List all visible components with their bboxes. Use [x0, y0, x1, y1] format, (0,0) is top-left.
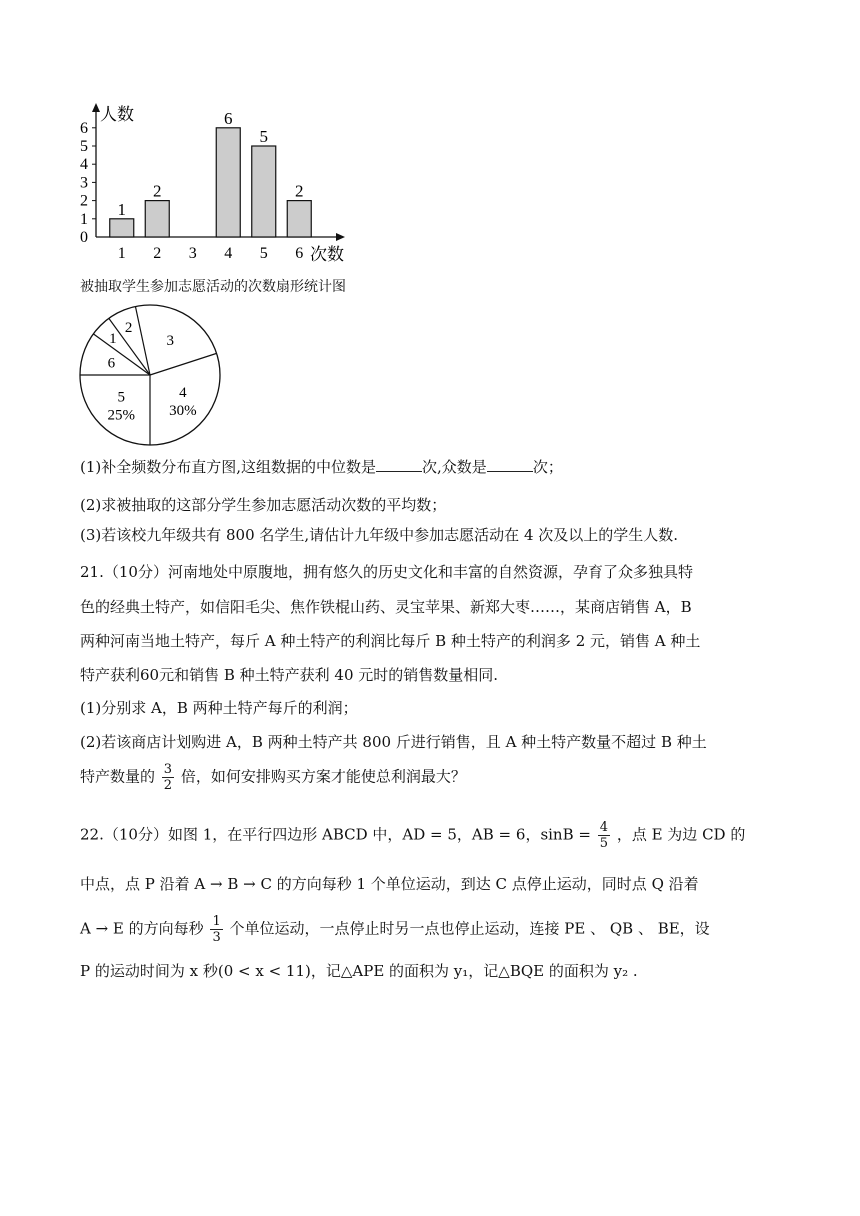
frequency-bar-chart	[74, 100, 364, 272]
q20-part1-text-b: 次,众数是	[422, 458, 487, 476]
x-tick-label: 2	[153, 245, 162, 262]
pie-slice-label: 1	[109, 330, 117, 347]
x-tick-label: 5	[259, 245, 268, 262]
question-20-part-2: (2)求被抽取的这部分学生参加志愿活动次数的平均数；	[80, 496, 447, 514]
y-tick-label: 0	[80, 229, 88, 246]
pie-slice-percent: 25%	[107, 407, 136, 424]
pie-slice-percent: 30%	[169, 402, 197, 419]
bar	[287, 201, 311, 237]
fraction-1-over-3: $\frac{1}{3}$	[212, 914, 221, 945]
pie-slice-label: 6	[107, 355, 116, 372]
q20-part1-text-c: 次；	[532, 458, 563, 476]
x-axis-arrow	[336, 233, 345, 241]
question-21-line-3: 两种河南当地土特产，每斤 A 种土特产的利润比每斤 B 种土特产的利润多 2 元，销售 A 种土	[80, 632, 701, 650]
x-axis-label: 次数	[310, 245, 344, 264]
x-tick-label: 3	[188, 245, 197, 262]
pie-slice-label: 3	[166, 332, 175, 349]
bar-data-label: 2	[153, 181, 162, 201]
q21-text-pre: 特产数量的	[80, 767, 156, 786]
pie-slice-label: 2	[124, 320, 133, 337]
fraction-4-over-5: $\frac{4}{5}$	[599, 820, 609, 851]
bar-chart-bars	[110, 128, 312, 237]
q22-text-post: ，点 E 为边 CD 的	[616, 825, 746, 844]
bar	[216, 128, 240, 237]
x-tick-label: 6	[295, 245, 304, 262]
bar	[145, 201, 169, 237]
question-21-part-1: (1)分别求 A，B 两种土特产每斤的利润；	[80, 699, 358, 717]
bar-chart-axes	[80, 103, 345, 264]
question-21-part-2-cont	[80, 762, 466, 793]
q22-l3-pre: A → E 的方向每秒	[80, 919, 204, 938]
y-axis-arrow	[92, 103, 100, 112]
answer-blank-median	[376, 471, 422, 472]
bar-data-label: 1	[117, 199, 126, 219]
pie-chart-title: 被抽取学生参加志愿活动的次数扇形统计图	[80, 279, 346, 295]
question-20-part-1	[80, 456, 563, 477]
question-22-line-3	[80, 914, 710, 945]
pie-slice-label: 5	[117, 389, 126, 406]
question-20-part-3: (3)若该校九年级共有 800 名学生,请估计九年级中参加志愿活动在 4 次及以上的学生人数.	[80, 526, 679, 544]
frequency-pie-chart	[74, 300, 234, 460]
y-tick-label: 4	[80, 156, 88, 174]
pie-slices	[80, 305, 220, 445]
bar-data-label: 2	[295, 181, 304, 201]
question-21-line-4: 特产获利60元和销售 B 种土特产获利 40 元时的销售数量相同.	[80, 666, 499, 684]
x-tick-label: 4	[224, 245, 233, 262]
question-22-line-2: 中点，点 P 沿着 A → B → C 的方向每秒 1 个单位运动，到达 C 点停止运动，同时点 Q 沿着	[80, 875, 699, 893]
y-tick-label: 6	[80, 119, 88, 137]
x-tick-label: 1	[117, 245, 126, 262]
bar-data-label: 6	[224, 108, 233, 128]
bar	[252, 146, 276, 237]
q22-text-pre: 22.（10分）如图 1，在平行四边形 ABCD 中，AD = 5，AB = 6，sinB =	[80, 825, 591, 844]
bar-data-label: 5	[259, 127, 268, 146]
fraction-3-over-2: $\frac{3}{2}$	[163, 762, 173, 793]
y-tick-label: 5	[80, 138, 88, 155]
y-tick-label: 2	[80, 192, 88, 210]
y-axis-label: 人数	[100, 105, 134, 124]
question-21-part-2: (2)若该商店计划购进 A，B 两种土特产共 800 斤进行销售，且 A 种土特产数量不超过 B 种土	[80, 733, 707, 751]
question-22-line-1	[80, 820, 745, 851]
q20-part1-text: (1)补全频数分布直方图,这组数据的中位数是	[80, 458, 377, 476]
bar	[110, 219, 134, 237]
question-22-line-4: P 的运动时间为 x 秒(0 < x < 11)，记△APE 的面积为 y₁，记△BQE 的面积为 y₂ .	[80, 962, 638, 980]
q22-l3-post: 个单位运动，一点停止时另一点也停止运动，连接 PE 、 QB 、 BE，设	[229, 919, 710, 938]
pie-slice-label: 4	[179, 384, 187, 401]
question-21-line-2: 色的经典土特产，如信阳毛尖、焦作铁棍山药、灵宝苹果、新郑大枣……，某商店销售 A，B	[80, 598, 692, 616]
answer-blank-mode	[487, 471, 533, 472]
y-tick-label: 1	[80, 210, 88, 228]
question-21-line-1: 21.（10分）河南地处中原腹地，拥有悠久的历史文化和丰富的自然资源，孕育了众多独具特	[80, 563, 693, 581]
q21-text-post: 倍，如何安排购买方案才能使总利润最大？	[180, 767, 466, 786]
y-tick-label: 3	[80, 174, 88, 192]
